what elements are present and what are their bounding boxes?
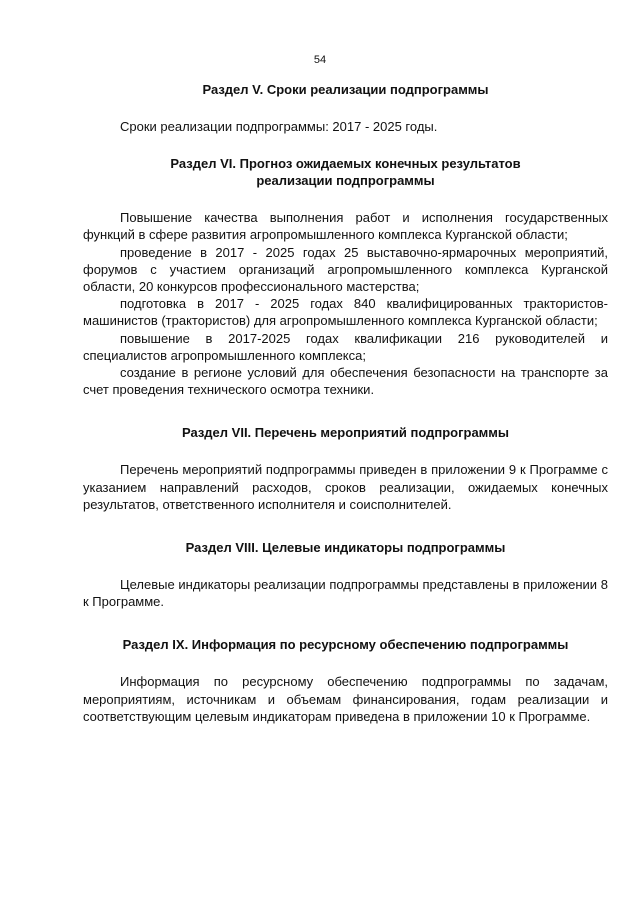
section-8-paragraph-1: Целевые индикаторы реализации подпрограммы представлены в приложении 8 к Программе.	[83, 577, 608, 610]
section-7-paragraph-1: Перечень мероприятий подпрограммы приведен в приложении 9 к Программе с указанием направлений расходов, сроков реализации, ожидаемых конечных результатов, ответственного исполнителя и соисполнителей.	[83, 462, 608, 512]
section-6-paragraph-4: повышение в 2017-2025 годах квалификации 216 руководителей и специалистов агропромышленного комплекса;	[83, 330, 608, 363]
section-8-title: Раздел VIII. Целевые индикаторы подпрограммы	[185, 540, 506, 556]
section-6	[83, 155, 608, 398]
section-6-paragraph-5: создание в регионе условий для обеспечения безопасности на транспорте за счет проведения технического осмотра техники.	[83, 365, 608, 398]
section-9-paragraph-1: Информация по ресурсному обеспечению подпрограммы по задачам, мероприятиям, источникам и объемам финансирования, годам реализации и соответствующим целевым индикаторам приведена в приложении 10 к Программе.	[83, 674, 608, 724]
section-6-title	[83, 155, 608, 189]
section-8	[83, 539, 608, 610]
section-7-title: Раздел VII. Перечень мероприятий подпрограммы	[181, 425, 510, 441]
section-6-title-line-1: Раздел VI. Прогноз ожидаемых конечных результатов	[170, 156, 521, 172]
section-6-title-line-2: реализации подпрограммы	[256, 173, 435, 189]
section-6-paragraph-1: Повышение качества выполнения работ и исполнения государственных функций в сфере развития агропромышленного комплекса Курганской области;	[83, 210, 608, 243]
section-6-paragraph-2: проведение в 2017 - 2025 годах 25 выставочно-ярмарочных мероприятий, форумов с участием организаций агропромышленного комплекса Курганской области, 20 конкурсов профессионального мастерства;	[83, 244, 608, 295]
section-9-title: Раздел IX. Информация по ресурсному обеспечению подпрограммы	[122, 637, 569, 653]
section-5	[83, 81, 608, 135]
page-number: 54	[313, 54, 327, 66]
section-5-title: Раздел V. Сроки реализации подпрограммы	[202, 82, 489, 97]
section-5-paragraph-1: Сроки реализации подпрограммы: 2017 - 2025 годы.	[120, 119, 438, 134]
document-body	[83, 81, 608, 725]
section-7	[83, 424, 608, 513]
section-9	[83, 636, 608, 725]
section-6-paragraph-3: подготовка в 2017 - 2025 годах 840 квалифицированных трактористов-машинистов (трактористов) для агропромышленного комплекса Курганской области;	[83, 296, 608, 329]
